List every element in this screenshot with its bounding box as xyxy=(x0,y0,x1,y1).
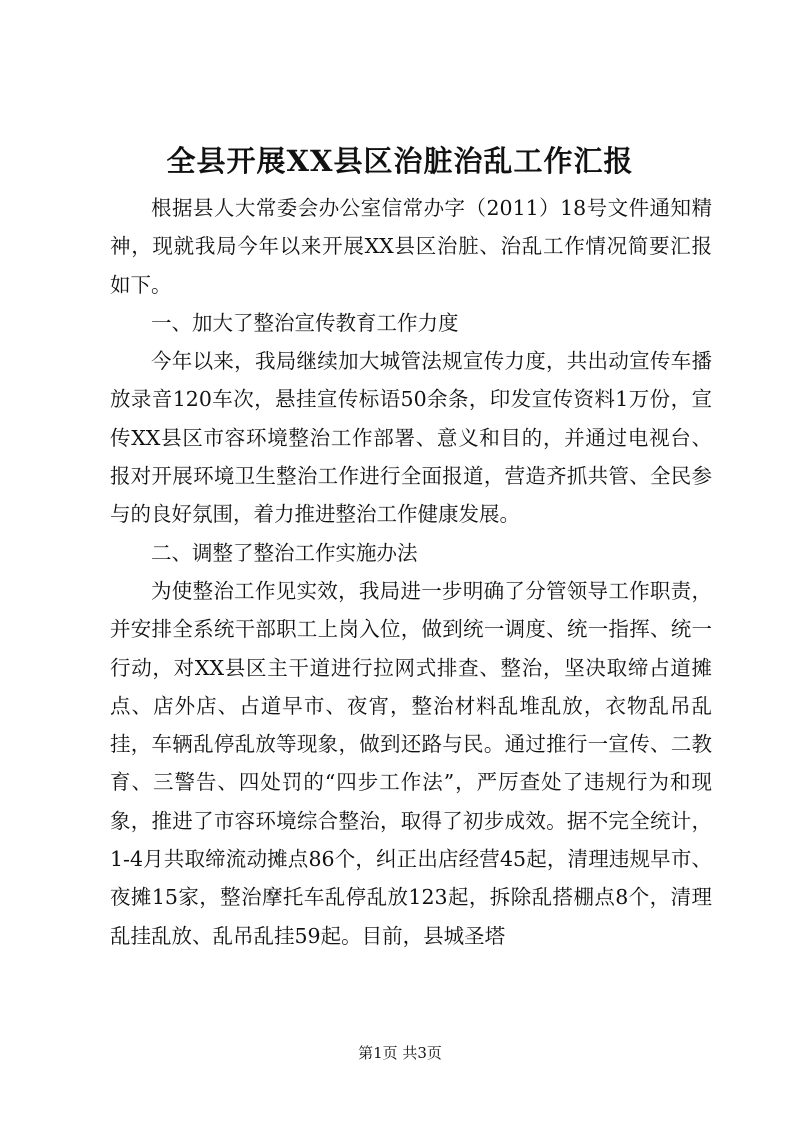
section-heading-2: 二、调整了整治工作实施办法 xyxy=(151,540,418,565)
section-1-paragraph: 今年以来，我局继续加大城管法规宣传力度，共出动宣传车播放录音120车次，悬挂宣传标语50余条，印发宣传资料1万份，宣传XX县区市容环境整治工作部署、意义和目的，并通过电视台、报对开展环境卫生整治工作进行全面报道，营造齐抓共管、全民参与的良好氛围，着力推进整治工作健康发展。 xyxy=(110,349,712,527)
intro-paragraph: 根据县人大常委会办公室信常办字（2011）18号文件通知精神，现就我局今年以来开展XX县区治脏、治乱工作情况简要汇报如下。 xyxy=(110,196,712,297)
section-2-paragraph: 为使整治工作见实效，我局进一步明确了分管领导工作职责，并安排全系统干部职工上岗入位，做到统一调度、统一指挥、统一行动，对XX县区主干道进行拉网式排查、整治，坚决取缔占道摊点、店外店、占道早市、夜宵，整治材料乱堆乱放，衣物乱吊乱挂，车辆乱停乱放等现象，做到还路与民。通过推行一宣传、二教育、三警告、四处罚的“四步工作法”，严厉查处了违规行为和现象，推进了市容环境综合整治，取得了初步成效。据不完全统计，1-4月共取缔流动摊点86个，纠正出店经营45起，清理违规早市、夜摊15家，整治摩托车乱停乱放123起，拆除乱搭棚点8个，清理乱挂乱放、乱吊乱挂59起。目前，县城圣塔 xyxy=(110,578,712,948)
section-heading-1: 一、加大了整治宣传教育工作力度 xyxy=(151,310,459,335)
page-number-footer: 第1页 共3页 xyxy=(358,1044,442,1062)
document-body xyxy=(110,189,712,955)
document-title: 全县开展XX县区治脏治乱工作汇报 xyxy=(166,144,634,178)
